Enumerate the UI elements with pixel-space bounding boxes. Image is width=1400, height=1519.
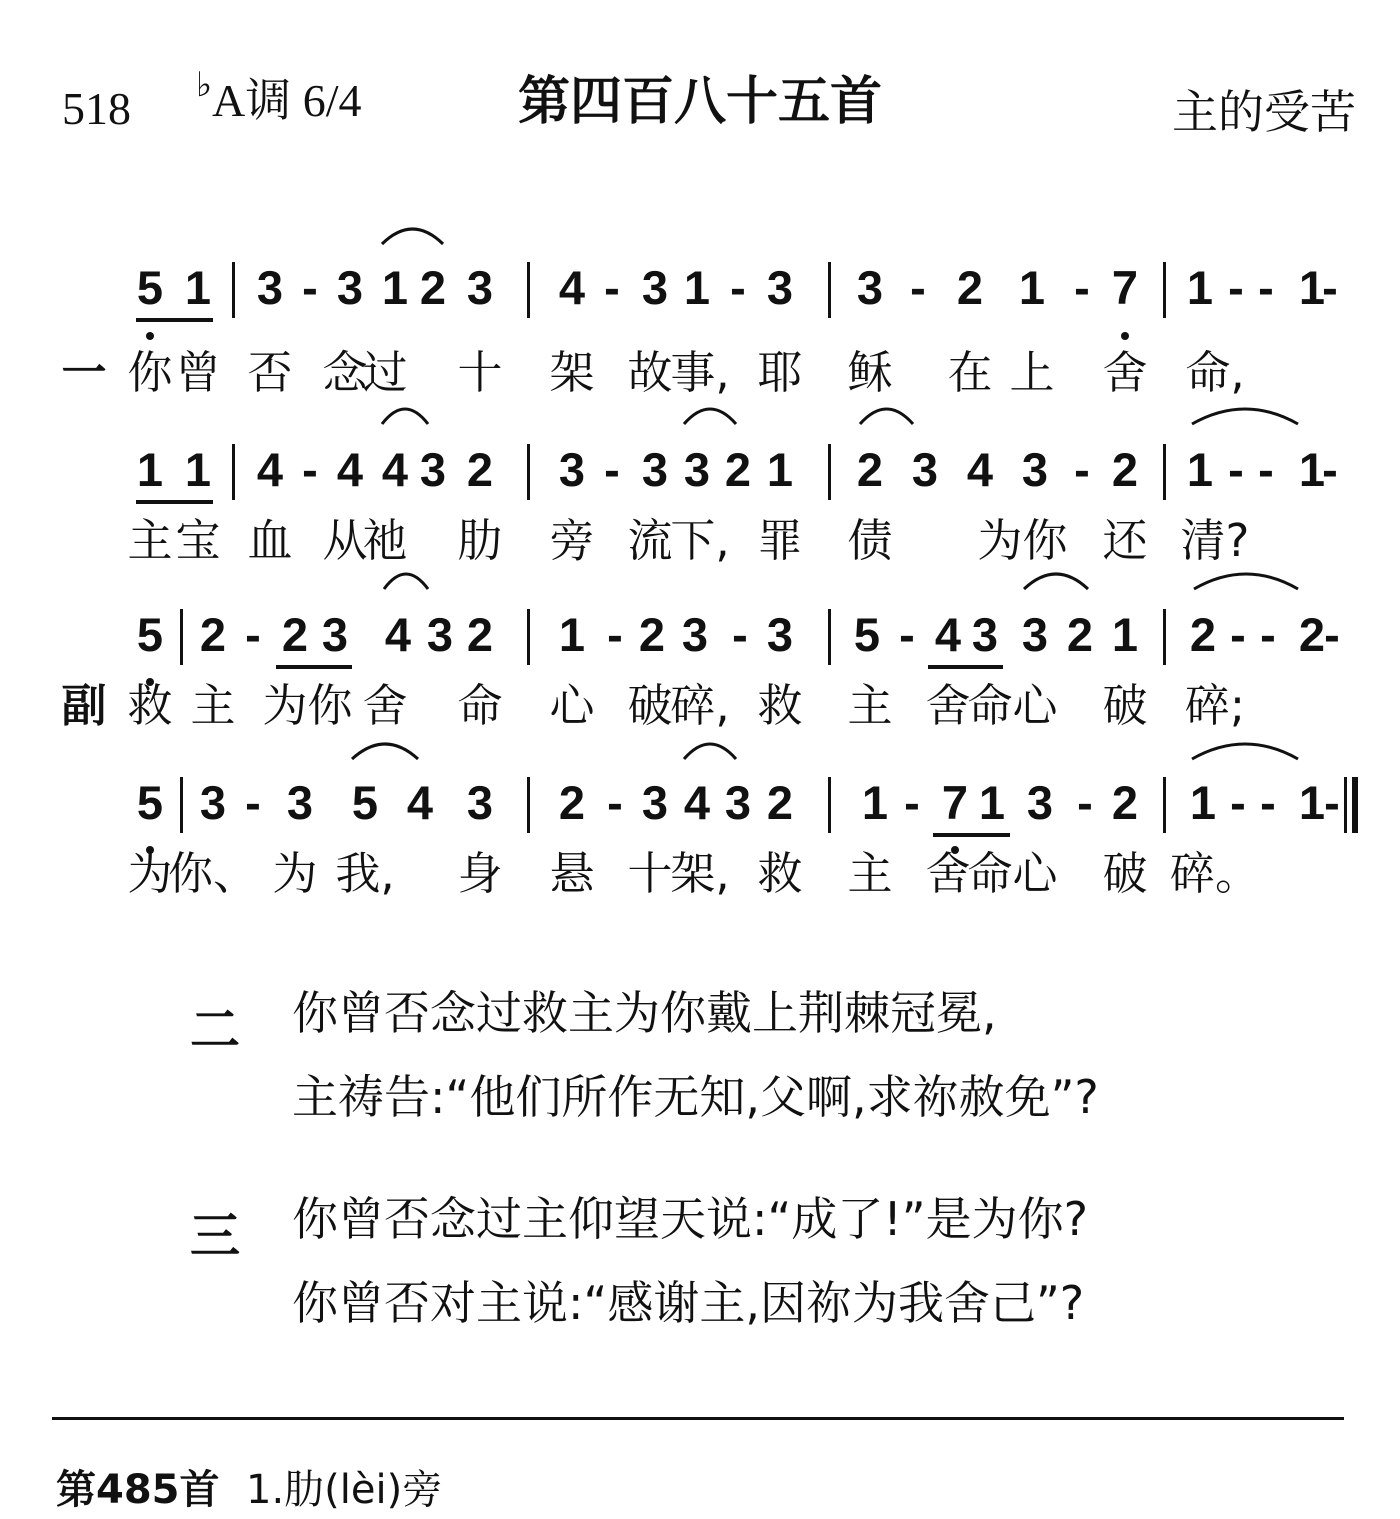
lyric-line (0, 679, 1400, 743)
lyric-char: 肋 (457, 514, 503, 567)
double-bar-thin (1344, 777, 1347, 833)
note: 3 (466, 776, 494, 829)
note: 4 (256, 443, 284, 496)
note: 3 (1021, 443, 1049, 496)
lyric-char: 上 (1009, 346, 1055, 399)
slur-arc (350, 737, 420, 761)
note: 1 (184, 261, 212, 314)
dash-note: - (302, 443, 318, 496)
note: 7 (941, 776, 969, 829)
lyric-char: 你、 (167, 847, 259, 900)
hymn-title: 第四百八十五首 (517, 72, 882, 132)
lyric-char: 主 (190, 679, 236, 732)
lyric-char: 舍 (925, 847, 971, 900)
note: 1 (1298, 443, 1326, 496)
slur-arc (1190, 402, 1300, 426)
lyric-line (0, 346, 1400, 410)
lyric-char: 十 (627, 847, 673, 900)
note: 3 (641, 261, 669, 314)
double-bar-thick (1352, 777, 1358, 833)
note: 2 (724, 443, 752, 496)
lyric-char: 过 (362, 346, 408, 399)
note: 2 (956, 261, 984, 314)
lyric-line (0, 514, 1400, 578)
note: 1 (136, 443, 164, 496)
stanza-label: 一 (61, 346, 107, 399)
note: 3 (321, 608, 349, 661)
lyric-char: 为 (977, 514, 1023, 567)
note: 3 (683, 443, 711, 496)
note: 4 (381, 443, 409, 496)
beam-underline (136, 500, 213, 504)
lyric-char: 为 (262, 679, 308, 732)
dash-note: - (245, 776, 261, 829)
lyric-char: 破 (1102, 847, 1148, 900)
note: 5 (351, 776, 379, 829)
footnote-text: 1.肋(lèi)旁 (246, 1467, 443, 1513)
hymn-page-number: 518 (62, 83, 131, 134)
dash-note: - (604, 443, 620, 496)
lyric-char: 破 (1102, 679, 1148, 732)
lyric-char: 救 (757, 679, 803, 732)
dash-note: - (604, 261, 620, 314)
note: 1 (1018, 261, 1046, 314)
dash-note: - (1260, 776, 1276, 829)
bar-line (828, 262, 831, 318)
lyric-char: 从 (322, 514, 368, 567)
dash-note: - (1322, 443, 1338, 496)
note: 7 (1111, 261, 1139, 314)
verse-label: 三 (190, 1207, 240, 1265)
note: 2 (856, 443, 884, 496)
lyric-char: 血 (247, 514, 293, 567)
note: 4 (336, 443, 364, 496)
note: 3 (256, 261, 284, 314)
note: 2 (199, 608, 227, 661)
lyric-char: 碎, (670, 679, 730, 732)
lyric-char: 命 (967, 847, 1013, 900)
beam-underline (928, 665, 1003, 669)
note: 3 (336, 261, 364, 314)
note: 3 (426, 608, 454, 661)
note: 1 (1111, 608, 1139, 661)
note: 2 (1111, 443, 1139, 496)
verse-line: 你曾否念过救主为你戴上荆棘冠冕, (292, 986, 997, 1040)
lyric-char: 破 (627, 679, 673, 732)
lyric-char: 悬 (549, 847, 595, 900)
note: 1 (1298, 261, 1326, 314)
stanza-label: 副 (61, 679, 107, 732)
note: 1 (683, 261, 711, 314)
lyric-char: 下, (670, 514, 730, 567)
note: 1 (1189, 776, 1217, 829)
bar-line (828, 444, 831, 500)
note: 3 (856, 261, 884, 314)
lyric-char: 事, (670, 346, 730, 399)
lyric-char: 舍 (925, 679, 971, 732)
dash-note: - (607, 776, 623, 829)
dash-note: - (1230, 776, 1246, 829)
dash-note: - (1258, 443, 1274, 496)
note: 5 (136, 261, 164, 314)
lyric-char: 架, (670, 847, 730, 900)
beam-underline (136, 318, 213, 322)
verse-line: 主祷告:“他们所作无知,父啊,求祢赦免”? (292, 1070, 1099, 1124)
lyric-char: 命 (457, 679, 503, 732)
lyric-char: 心 (1012, 679, 1058, 732)
note: 2 (281, 608, 309, 661)
note: 2 (1298, 608, 1326, 661)
note: 4 (558, 261, 586, 314)
dash-note: - (732, 608, 748, 661)
slur-arc (380, 222, 445, 246)
dash-note: - (1324, 608, 1340, 661)
note: 3 (766, 608, 794, 661)
lyric-char: 救 (127, 679, 173, 732)
dash-note: - (1074, 261, 1090, 314)
key-and-time: A调 6/4 (212, 75, 362, 126)
dash-note: - (1077, 776, 1093, 829)
note: 3 (1021, 608, 1049, 661)
slur-arc (858, 402, 915, 426)
note: 1 (184, 443, 212, 496)
note: 3 (419, 443, 447, 496)
note: 3 (558, 443, 586, 496)
note: 1 (861, 776, 889, 829)
flat-sign: ♭ (196, 67, 213, 104)
dash-note: - (1324, 776, 1340, 829)
note: 5 (136, 608, 164, 661)
note: 1 (381, 261, 409, 314)
note: 5 (136, 776, 164, 829)
slur-arc (1192, 567, 1300, 591)
beam-underline (933, 833, 1010, 837)
slur-arc (382, 567, 430, 591)
verse-line: 你曾否对主说:“感谢主,因祢为我舍己”? (292, 1276, 1085, 1330)
note: 2 (1066, 608, 1094, 661)
bar-line (232, 444, 235, 500)
lyric-char: 你 (1022, 514, 1068, 567)
lyric-char: 在 (947, 346, 993, 399)
note: 3 (724, 776, 752, 829)
note: 4 (683, 776, 711, 829)
lyric-char: 心 (549, 679, 595, 732)
verse-label: 二 (190, 1001, 240, 1059)
bar-line (527, 262, 530, 318)
bar-line (232, 262, 235, 318)
note: 1 (1186, 261, 1214, 314)
bar-line (1163, 777, 1166, 833)
note: 2 (466, 443, 494, 496)
lyric-char: 否 (247, 346, 293, 399)
lyric-char: 舍 (362, 679, 408, 732)
verse-line: 你曾否念过主仰望天说:“成了!”是为你? (292, 1192, 1089, 1246)
bar-line (828, 609, 831, 665)
slur-arc (682, 737, 738, 761)
note: 3 (641, 443, 669, 496)
note: 2 (1189, 608, 1217, 661)
note: 2 (766, 776, 794, 829)
note: 3 (199, 776, 227, 829)
note: 2 (558, 776, 586, 829)
note: 1 (1298, 776, 1326, 829)
dash-note: - (1074, 443, 1090, 496)
note: 1 (1186, 443, 1214, 496)
footnote-label: 第485首 (56, 1467, 220, 1513)
bar-line (1163, 609, 1166, 665)
note: 4 (406, 776, 434, 829)
note: 2 (638, 608, 666, 661)
beam-underline (276, 665, 352, 669)
dash-note: - (1230, 608, 1246, 661)
note: 3 (911, 443, 939, 496)
slur-arc (682, 402, 738, 426)
note: 2 (1111, 776, 1139, 829)
lyric-char: 你 (307, 679, 353, 732)
bar-line (1163, 262, 1166, 318)
dash-note: - (730, 261, 746, 314)
dash-note: - (607, 608, 623, 661)
slur-arc (380, 402, 430, 426)
bar-line (828, 777, 831, 833)
low-octave-dot (146, 332, 154, 340)
note: 3 (766, 261, 794, 314)
bar-line (527, 609, 530, 665)
lyric-char: 命, (1185, 346, 1245, 399)
lyric-char: 舍 (1102, 346, 1148, 399)
note: 3 (971, 608, 999, 661)
lyric-char: 稣 (847, 346, 893, 399)
lyric-char: 碎; (1184, 679, 1246, 732)
low-octave-dot (1121, 332, 1129, 340)
bar-line (527, 777, 530, 833)
slur-arc (1022, 567, 1090, 591)
lyric-char: 流 (627, 514, 673, 567)
note: 3 (681, 608, 709, 661)
lyric-char: 十 (457, 346, 503, 399)
dash-note: - (245, 608, 261, 661)
note: 2 (466, 608, 494, 661)
note: 2 (419, 261, 447, 314)
dash-note: - (1260, 608, 1276, 661)
lyric-char: 罪 (757, 514, 803, 567)
slur-arc (1190, 737, 1300, 761)
note: 4 (966, 443, 994, 496)
lyric-char: 为 (127, 847, 173, 900)
note: 3 (1026, 776, 1054, 829)
lyric-char: 命 (967, 679, 1013, 732)
lyric-char: 旁 (549, 514, 595, 567)
dash-note: - (904, 776, 920, 829)
dash-note: - (899, 608, 915, 661)
bar-line (180, 777, 183, 833)
lyric-char: 主 (127, 514, 173, 567)
note: 3 (286, 776, 314, 829)
dash-note: - (1258, 261, 1274, 314)
lyric-line (0, 847, 1400, 911)
note: 1 (978, 776, 1006, 829)
note: 1 (558, 608, 586, 661)
lyric-char: 念 (322, 346, 368, 399)
dash-note: - (1228, 443, 1244, 496)
note: 1 (766, 443, 794, 496)
lyric-char: 我, (335, 847, 395, 900)
lyric-char: 身 (457, 847, 503, 900)
lyric-char: 曾 (175, 346, 221, 399)
lyric-char: 你 (127, 346, 173, 399)
note: 4 (934, 608, 962, 661)
note: 3 (641, 776, 669, 829)
dash-note: - (910, 261, 926, 314)
lyric-char: 祂 (362, 514, 408, 567)
lyric-char: 还 (1102, 514, 1148, 567)
lyric-char: 心 (1012, 847, 1058, 900)
dash-note: - (302, 261, 318, 314)
bar-line (1163, 444, 1166, 500)
lyric-char: 故 (627, 346, 673, 399)
dash-note: - (1322, 261, 1338, 314)
dash-note: - (1228, 261, 1244, 314)
lyric-char: 主 (847, 847, 893, 900)
bar-line (180, 609, 183, 665)
note: 5 (853, 608, 881, 661)
lyric-char: 宝 (175, 514, 221, 567)
divider-rule (52, 1417, 1344, 1420)
note: 3 (466, 261, 494, 314)
hymn-category: 主的受苦 (1172, 87, 1356, 138)
lyric-char: 清? (1180, 514, 1250, 567)
lyric-char: 债 (847, 514, 893, 567)
lyric-char: 架 (549, 346, 595, 399)
music-line (0, 258, 1400, 348)
lyric-char: 为 (272, 847, 318, 900)
lyric-char: 耶 (757, 346, 803, 399)
lyric-char: 救 (757, 847, 803, 900)
bar-line (527, 444, 530, 500)
lyric-char: 碎。 (1169, 847, 1261, 900)
note: 4 (384, 608, 412, 661)
lyric-char: 主 (847, 679, 893, 732)
